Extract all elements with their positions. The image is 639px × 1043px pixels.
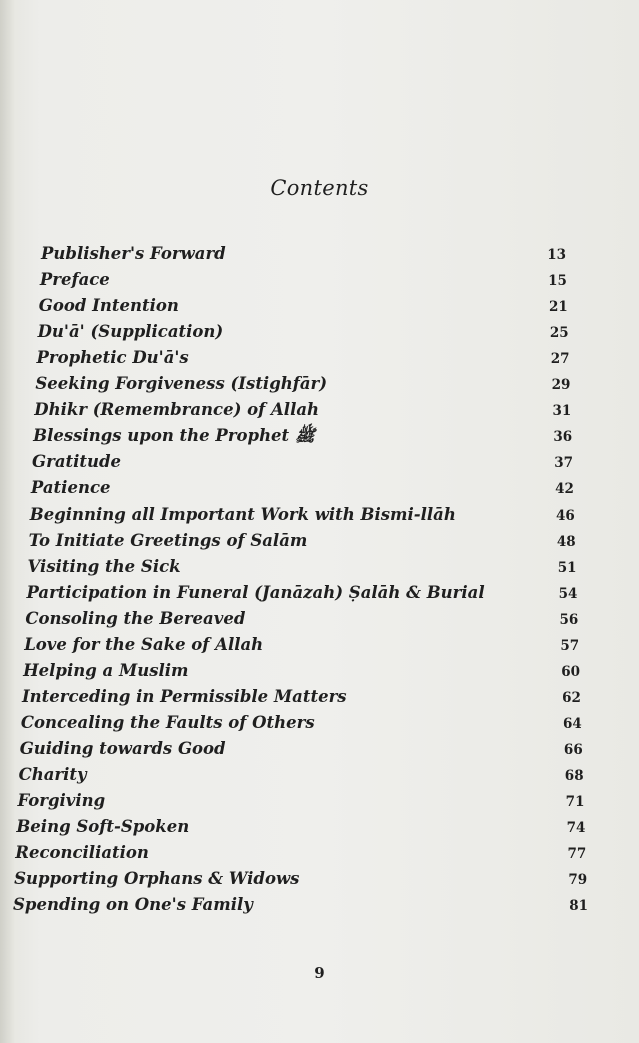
toc-entry-title: Patience — [30, 478, 111, 498]
toc-entry-title: Interceding in Permissible Matters — [21, 686, 347, 706]
toc-entry-title: Being Soft-Spoken — [16, 817, 190, 837]
toc-entry-page: 15 — [548, 273, 567, 290]
toc-entry-title: Publisher's Forward — [41, 244, 226, 263]
toc-entry-title: Gratitude — [32, 452, 122, 472]
toc-entry-title: Seeking Forgiveness (Istighfār) — [35, 374, 328, 394]
toc-entry-page: 36 — [553, 429, 573, 446]
toc-entry-title: Helping a Muslim — [23, 660, 189, 680]
toc-entry-title: Beginning all Important Work with Bismi-llāh — [29, 504, 456, 524]
toc-entry-page: 48 — [556, 533, 576, 550]
toc-entry-title: Consoling the Bereaved — [25, 608, 246, 628]
toc-entry-page: 25 — [549, 325, 569, 342]
toc-entry-page: 31 — [552, 403, 572, 420]
toc-entry-title: To Initiate Greetings of Salām — [28, 530, 308, 550]
toc-entry-title: Participation in Funeral (Janāzah) Ṣalāh & Burial — [26, 582, 485, 602]
toc-entry-page: 21 — [548, 299, 568, 316]
toc-entry-title: Reconciliation — [15, 843, 149, 863]
page-number: 9 — [314, 964, 325, 982]
toc-entry-title: Charity — [18, 765, 87, 784]
toc-entry-title: Guiding towards Good — [19, 738, 226, 758]
toc-entry-page: 74 — [566, 820, 586, 837]
toc-entry-title: Blessings upon the Prophet ﷺ — [33, 426, 315, 446]
toc-entry-page: 27 — [550, 351, 570, 368]
toc-entry-page: 46 — [556, 507, 575, 524]
toc-entry-page: 42 — [555, 481, 574, 498]
toc-entry-title: Forgiving — [17, 791, 106, 811]
toc-entry-title: Dhikr (Remembrance) of Allah — [34, 400, 320, 420]
toc-entry-page: 77 — [567, 846, 587, 863]
toc-entry-page: 51 — [557, 559, 577, 576]
contents-heading: Contents — [270, 176, 369, 200]
toc-entry-page: 37 — [554, 455, 574, 472]
toc-entry-title: Visiting the Sick — [27, 556, 181, 576]
toc-entry-page: 54 — [558, 585, 578, 602]
toc-entry-page: 81 — [569, 898, 588, 915]
toc-entry-title: Supporting Orphans & Widows — [14, 869, 300, 889]
toc-entry-page: 62 — [562, 689, 581, 706]
toc-entry-title: Concealing the Faults of Others — [20, 712, 315, 732]
toc-entry-page: 66 — [563, 741, 583, 758]
toc-entry-page: 56 — [559, 611, 579, 628]
toc-entry-title: Spending on One's Family — [13, 895, 253, 915]
toc-entry-page: 13 — [547, 247, 566, 263]
toc-entry-page: 60 — [561, 663, 581, 680]
toc-entry-page: 71 — [565, 794, 585, 811]
toc-entry-title: Good Intention — [38, 296, 179, 316]
toc-entry-page: 29 — [551, 377, 571, 394]
toc-entry-title: Love for the Sake of Allah — [24, 634, 264, 654]
toc-entry-title: Du'ā' (Supplication) — [37, 322, 224, 342]
toc-entry-title: Preface — [39, 270, 110, 290]
toc-entry-page: 64 — [563, 715, 582, 732]
toc-entry-title: Prophetic Du'ā's — [36, 348, 189, 368]
toc-entry-page: 68 — [564, 768, 584, 784]
toc-entry-page: 79 — [568, 872, 588, 889]
toc-entry-page: 57 — [560, 637, 580, 654]
